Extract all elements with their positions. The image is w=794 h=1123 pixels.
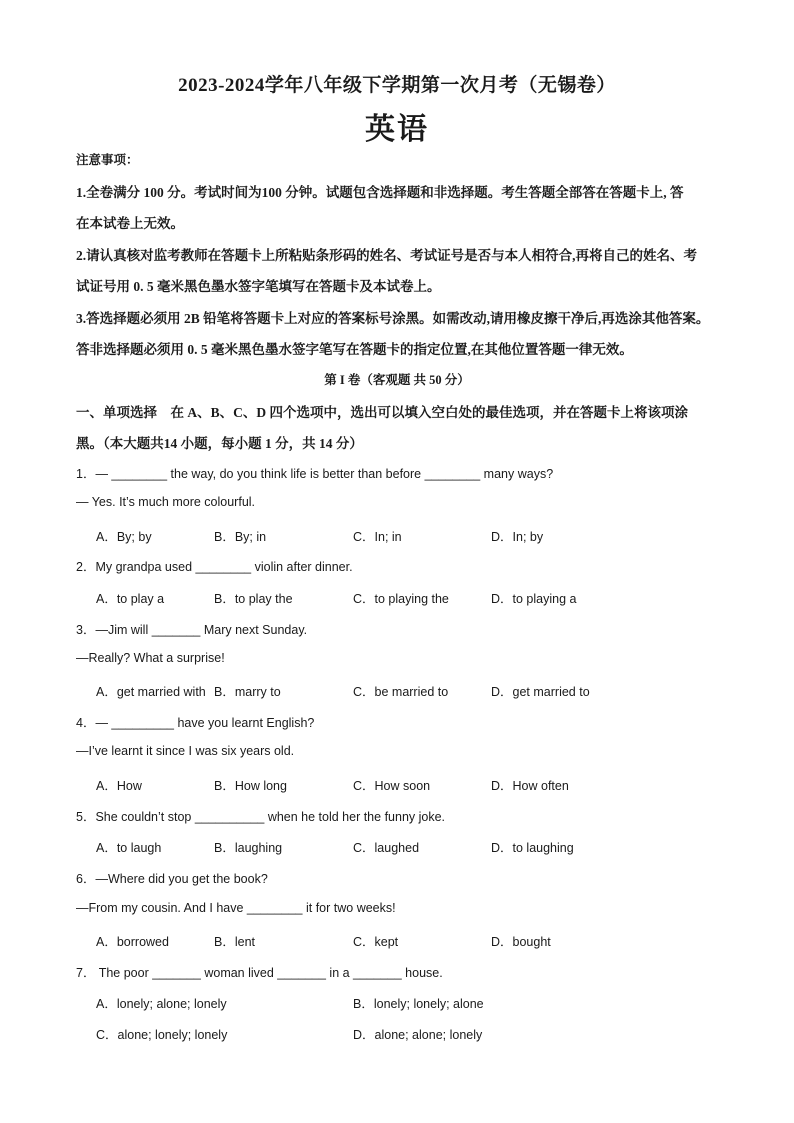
question-4-option-a[interactable]: A．How	[96, 779, 142, 793]
question-6-option-a[interactable]: A．borrowed	[96, 935, 169, 949]
question-2-option-b[interactable]: B．to play the	[214, 592, 293, 606]
question-7-option-a[interactable]: A．lonely; alone; lonely	[96, 997, 227, 1011]
question-1-stem: 1．— ________ the way, do you think life is better than before ________ many ways?	[76, 467, 554, 481]
notice-item-2-line-1: 2.请认真核对监考教师在答题卡上所粘贴条形码的姓名、考试证号是否与本人相符合,再将自己的姓名、考	[76, 248, 697, 263]
question-1-response: — Yes. It’s much more colourful.	[76, 495, 256, 509]
question-7-option-c[interactable]: C．alone; lonely; lonely	[96, 1028, 228, 1042]
question-1-option-a[interactable]: A．By; by	[96, 530, 152, 544]
exam-subject: 英语	[365, 112, 429, 147]
question-1-option-d[interactable]: D．In; by	[491, 530, 544, 544]
notice-item-3-line-2: 答非选择题必须用 0. 5 毫米黑色墨水签字笔写在答题卡的指定位置,在其他位置答题一律无效。	[76, 342, 633, 357]
part-1-heading: 第 I 卷（客观题 共 50 分）	[324, 373, 470, 387]
question-4-response: —I’ve learnt it since I was six years old.	[76, 744, 295, 758]
question-4-option-d[interactable]: D．How often	[491, 779, 569, 793]
question-6-option-b[interactable]: B．lent	[214, 935, 255, 949]
section-1-instruction-line-2: 黑。（本大题共14 小题，每小题 1 分，共 14 分）	[76, 436, 363, 451]
question-3-response: —Really? What a surprise!	[76, 651, 225, 665]
question-5-option-b[interactable]: B．laughing	[214, 841, 283, 855]
question-2-option-c[interactable]: C．to playing the	[353, 592, 449, 606]
notice-item-3-line-1: 3.答选择题必须用 2B 铅笔将答题卡上对应的答案标号涂黑。如需改动,请用橡皮擦干净后,再选涂其他答案。	[76, 311, 710, 326]
question-2-option-a[interactable]: A．to play a	[96, 592, 165, 606]
question-6-response: —From my cousin. And I have ________ it for two weeks!	[76, 901, 396, 915]
exam-title: 2023-2024学年八年级下学期第一次月考（无锡卷）	[178, 75, 616, 96]
notice-item-2-line-2: 试证号用 0. 5 毫米黑色墨水签字笔填写在答题卡及本试卷上。	[76, 279, 441, 294]
question-1-option-c[interactable]: C．In; in	[353, 530, 402, 544]
question-5-option-d[interactable]: D．to laughing	[491, 841, 574, 855]
question-3-option-d[interactable]: D．get married to	[491, 685, 590, 699]
question-4-option-b[interactable]: B．How long	[214, 779, 287, 793]
question-3-option-c[interactable]: C．be married to	[353, 685, 449, 699]
question-5-option-c[interactable]: C．laughed	[353, 841, 420, 855]
question-3-stem: 3．—Jim will _______ Mary next Sunday.	[76, 623, 308, 637]
question-5-option-a[interactable]: A．to laugh	[96, 841, 162, 855]
notice-item-1-line-2: 在本试卷上无效。	[76, 216, 184, 231]
question-7-option-b[interactable]: B．lonely; lonely; alone	[353, 997, 484, 1011]
question-3-option-a[interactable]: A．get married with	[96, 685, 206, 699]
notice-item-1-line-1: 1.全卷满分 100 分。考试时间为100 分钟。试题包含选择题和非选择题。考生答题全部答在答题卡上, 答	[76, 185, 684, 200]
question-7-option-d[interactable]: D．alone; alone; lonely	[353, 1028, 483, 1042]
question-6-option-d[interactable]: D．bought	[491, 935, 551, 949]
question-1-option-b[interactable]: B．By; in	[214, 530, 267, 544]
question-3-option-b[interactable]: B．marry to	[214, 685, 281, 699]
question-7-stem: 7． The poor _______ woman lived _______ in a _______ house.	[76, 966, 443, 980]
notice-heading: 注意事项：	[76, 153, 139, 167]
question-6-stem: 6．—Where did you get the book?	[76, 872, 268, 886]
question-5-stem: 5．She couldn’t stop __________ when he told her the funny joke.	[76, 810, 446, 824]
question-4-stem: 4．— _________ have you learnt English?	[76, 716, 315, 730]
question-2-stem: 2．My grandpa used ________ violin after dinner.	[76, 560, 353, 574]
question-4-option-c[interactable]: C．How soon	[353, 779, 431, 793]
section-1-instruction-line-1: 一、单项选择 在 A、B、C、D 四个选项中，选出可以填入空白处的最佳选项，并在答题卡上将该项涂	[76, 405, 689, 420]
question-6-option-c[interactable]: C．kept	[353, 935, 399, 949]
question-2-option-d[interactable]: D．to playing a	[491, 592, 577, 606]
